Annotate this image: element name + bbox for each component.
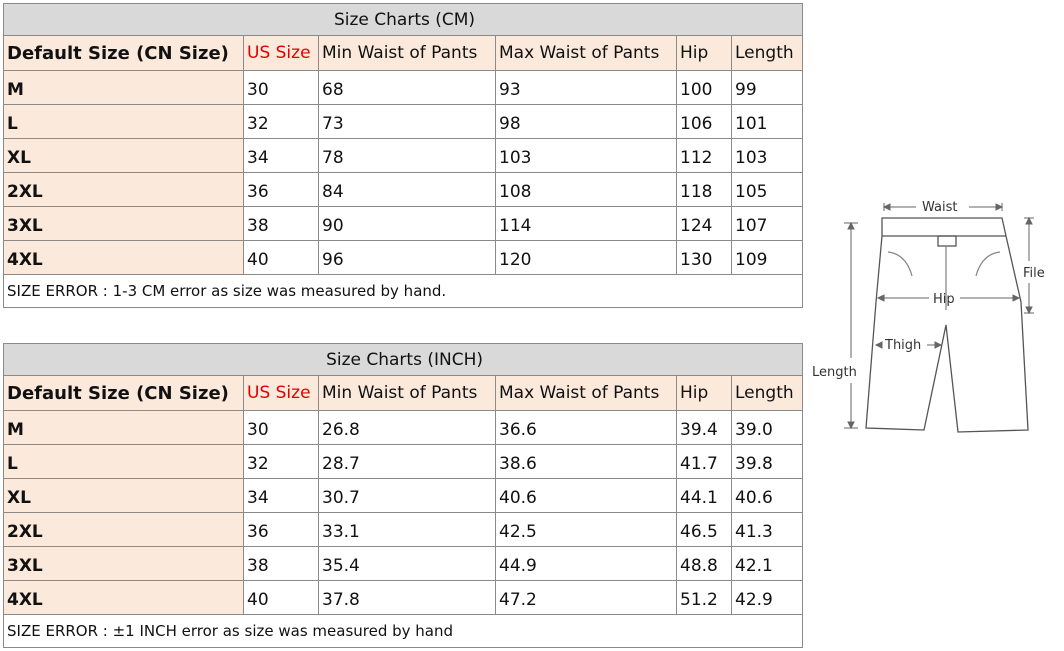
us-size-cell: 30 (244, 411, 319, 445)
hip-label: Hip (933, 292, 955, 307)
header-max-waist: Max Waist of Pants (496, 376, 677, 411)
us-size-cell: 40 (244, 241, 319, 275)
table-row (4, 445, 803, 479)
max-waist-cell: 108 (496, 173, 677, 207)
size-cell: M (4, 71, 244, 105)
max-waist-cell: 38.6 (496, 445, 677, 479)
us-size-cell: 36 (244, 173, 319, 207)
header-max-waist: Max Waist of Pants (496, 36, 677, 71)
size-chart-cm (3, 3, 803, 308)
size-error-note: SIZE ERROR : 1-3 CM error as size was measured by hand. (4, 275, 803, 308)
length-cell: 39.0 (732, 411, 803, 445)
size-cell: 4XL (4, 581, 244, 615)
header-us-size: US Size (244, 36, 319, 71)
length-cell: 109 (732, 241, 803, 275)
size-cell: XL (4, 139, 244, 173)
hip-cell: 118 (677, 173, 732, 207)
hip-cell: 130 (677, 241, 732, 275)
min-waist-cell: 96 (319, 241, 496, 275)
min-waist-cell: 37.8 (319, 581, 496, 615)
length-cell: 105 (732, 173, 803, 207)
max-waist-cell: 98 (496, 105, 677, 139)
header-default-size: Default Size (CN Size) (4, 376, 244, 411)
hip-cell: 46.5 (677, 513, 732, 547)
length-cell: 99 (732, 71, 803, 105)
pants-measurement-diagram (806, 190, 1062, 440)
max-waist-cell: 44.9 (496, 547, 677, 581)
us-size-cell: 40 (244, 581, 319, 615)
thigh-label: Thigh (885, 338, 922, 353)
table-title: Size Charts (CM) (4, 4, 803, 36)
header-length: Length (732, 376, 803, 411)
max-waist-cell: 47.2 (496, 581, 677, 615)
table-row (4, 139, 803, 173)
min-waist-cell: 33.1 (319, 513, 496, 547)
hip-cell: 112 (677, 139, 732, 173)
size-cell: 2XL (4, 173, 244, 207)
header-min-waist: Min Waist of Pants (319, 376, 496, 411)
size-cell: L (4, 445, 244, 479)
size-cell: L (4, 105, 244, 139)
size-cell: M (4, 411, 244, 445)
hip-cell: 124 (677, 207, 732, 241)
us-size-cell: 36 (244, 513, 319, 547)
min-waist-cell: 68 (319, 71, 496, 105)
us-size-cell: 38 (244, 207, 319, 241)
header-default-size: Default Size (CN Size) (4, 36, 244, 71)
size-cell: 3XL (4, 547, 244, 581)
file-label: File (1023, 266, 1045, 281)
hip-cell: 51.2 (677, 581, 732, 615)
us-size-cell: 32 (244, 105, 319, 139)
max-waist-cell: 103 (496, 139, 677, 173)
max-waist-cell: 114 (496, 207, 677, 241)
table-row (4, 241, 803, 275)
header-us-size: US Size (244, 376, 319, 411)
header-min-waist: Min Waist of Pants (319, 36, 496, 71)
min-waist-cell: 90 (319, 207, 496, 241)
waist-label: Waist (922, 200, 958, 215)
hip-cell: 106 (677, 105, 732, 139)
min-waist-cell: 78 (319, 139, 496, 173)
max-waist-cell: 42.5 (496, 513, 677, 547)
min-waist-cell: 28.7 (319, 445, 496, 479)
hip-cell: 44.1 (677, 479, 732, 513)
us-size-cell: 34 (244, 479, 319, 513)
header-length: Length (732, 36, 803, 71)
hip-cell: 100 (677, 71, 732, 105)
max-waist-cell: 93 (496, 71, 677, 105)
table-row (4, 581, 803, 615)
max-waist-cell: 120 (496, 241, 677, 275)
us-size-cell: 38 (244, 547, 319, 581)
length-cell: 101 (732, 105, 803, 139)
length-cell: 107 (732, 207, 803, 241)
length-cell: 103 (732, 139, 803, 173)
max-waist-cell: 40.6 (496, 479, 677, 513)
table-row (4, 479, 803, 513)
size-cell: 2XL (4, 513, 244, 547)
table-row (4, 547, 803, 581)
table-row (4, 207, 803, 241)
min-waist-cell: 84 (319, 173, 496, 207)
size-chart-inch (3, 343, 803, 648)
table-row (4, 173, 803, 207)
length-cell: 41.3 (732, 513, 803, 547)
length-cell: 40.6 (732, 479, 803, 513)
min-waist-cell: 26.8 (319, 411, 496, 445)
us-size-cell: 34 (244, 139, 319, 173)
min-waist-cell: 73 (319, 105, 496, 139)
header-hip: Hip (677, 36, 732, 71)
max-waist-cell: 36.6 (496, 411, 677, 445)
table-row (4, 411, 803, 445)
size-cell: XL (4, 479, 244, 513)
table-row (4, 513, 803, 547)
min-waist-cell: 35.4 (319, 547, 496, 581)
hip-cell: 48.8 (677, 547, 732, 581)
us-size-cell: 30 (244, 71, 319, 105)
length-cell: 39.8 (732, 445, 803, 479)
length-cell: 42.9 (732, 581, 803, 615)
hip-cell: 41.7 (677, 445, 732, 479)
length-cell: 42.1 (732, 547, 803, 581)
pants-outline-icon (866, 218, 1028, 432)
hip-cell: 39.4 (677, 411, 732, 445)
min-waist-cell: 30.7 (319, 479, 496, 513)
length-label: Length (812, 365, 857, 380)
table-row (4, 71, 803, 105)
table-title: Size Charts (INCH) (4, 344, 803, 376)
table-row (4, 105, 803, 139)
header-hip: Hip (677, 376, 732, 411)
size-cell: 4XL (4, 241, 244, 275)
us-size-cell: 32 (244, 445, 319, 479)
size-error-note: SIZE ERROR : ±1 INCH error as size was measured by hand (4, 615, 803, 648)
size-cell: 3XL (4, 207, 244, 241)
